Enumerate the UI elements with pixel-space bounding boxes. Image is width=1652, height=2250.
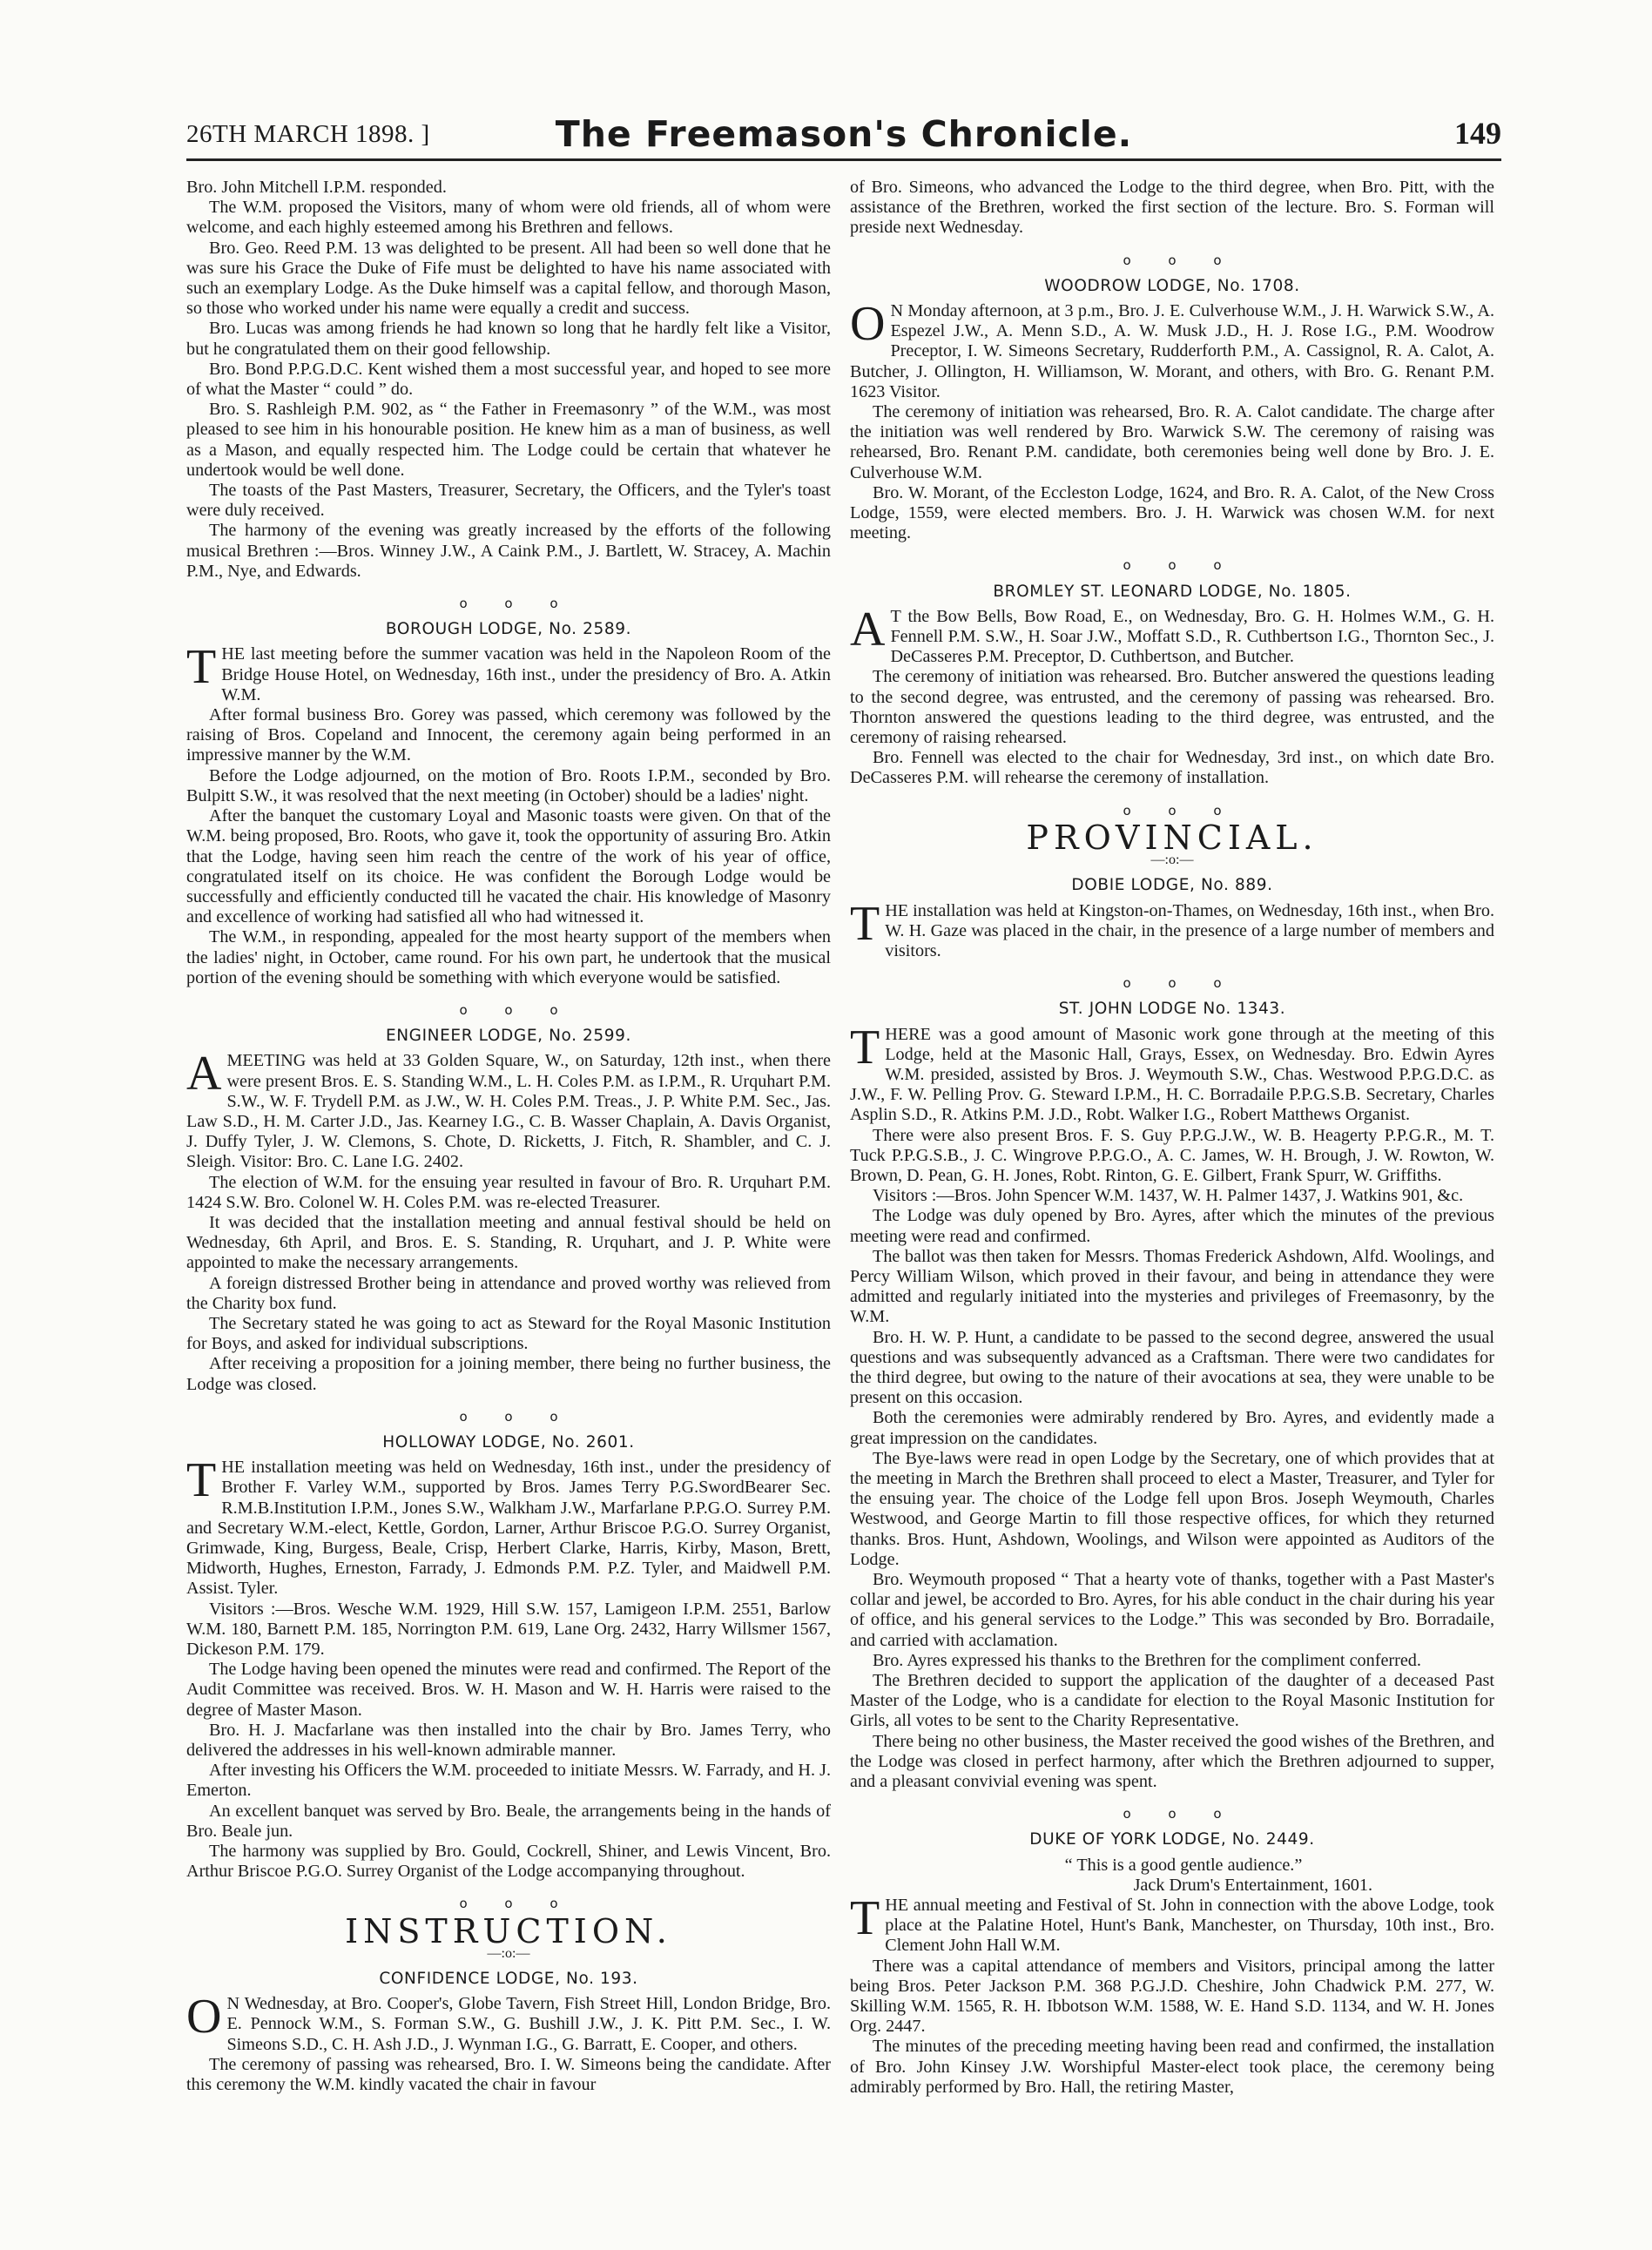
lead-paragraph: THE annual meeting and Festival of St. John in connection with the above Lodge, took place at the Palatine Hotel, Hunt's Bank, Manchester, on Thursday, 10th inst., Bro. Clement John Hall W.M. — [850, 1891, 1494, 1956]
paragraph: Bro. Fennell was elected to the chair for Wednesday, 3rd inst., on which date Bro. DeCasseres P.M. will rehearse the ceremony of installation. — [850, 748, 1494, 788]
section-title: PROVINCIAL. — [1026, 818, 1318, 857]
paragraph: The Lodge having been opened the minutes were read and confirmed. The Report of the Audit Committee was received. Bros. W. H. Mason and W. H. Harris were raised to the degree of Master Mason. — [186, 1660, 831, 1720]
right-column — [850, 178, 1494, 2098]
drop-cap: A — [850, 602, 886, 657]
section-separator: o o o — [1123, 975, 1222, 992]
drop-cap: T — [186, 640, 217, 695]
lead-paragraph: THE installation was held at Kingston-on-Thames, on Wednesday, 16th inst., when Bro. W. H. Gaze was placed in the chair, in the presence of a large number of members and visitors. — [850, 896, 1494, 960]
paragraph: The Lodge was duly opened by Bro. Ayres, after which the minutes of the previous meeting were read and confirmed. — [850, 1206, 1494, 1246]
paragraph: After receiving a proposition for a joining member, there being no further business, the Lodge was closed. — [186, 1354, 831, 1394]
masthead — [186, 115, 1501, 161]
paragraph: Bro. John Mitchell I.P.M. responded. — [186, 178, 447, 197]
lodge-heading: WOODROW LODGE, No. 1708. — [1044, 276, 1300, 295]
lodge-heading: CONFIDENCE LODGE, No. 193. — [379, 1970, 638, 1989]
section-separator: o o o — [1123, 252, 1222, 268]
paragraph: Bro. Bond P.P.G.D.C. Kent wished them a most successful year, and hoped to see more of what the Master “ could ” do. — [186, 359, 831, 400]
paragraph: Bro. Lucas was among friends he had known so long that he hardly felt like a Visitor, but he congratulated them on their good fellowship. — [186, 319, 831, 359]
paragraph: After formal business Bro. Gorey was passed, which ceremony was followed by the raising of Bros. Copeland and Innocent, the ceremony again being performed in an impressive manner by the W.M. — [186, 705, 831, 765]
lead-paragraph: THE last meeting before the summer vacation was held in the Napoleon Room of the Bridge House Hotel, on Wednesday, 16th inst., under the presidency of Bro. A. Atkin W.M. — [186, 640, 831, 704]
issue-date: 26TH MARCH 1898. ] — [186, 120, 430, 148]
paragraph: The harmony of the evening was greatly increased by the efforts of the following musical Brethren :—Bros. Winney J.W., A Caink P.M., J. Bartlett, W. Stracey, A. Machin P.M., Nye, and Edwards. — [186, 521, 831, 581]
lodge-heading: DUKE OF YORK LODGE, No. 2449. — [1029, 1830, 1315, 1849]
paragraph: The toasts of the Past Masters, Treasurer, Secretary, the Officers, and the Tyler's toast were duly received. — [186, 481, 831, 521]
drop-cap: O — [186, 1990, 222, 2045]
lead-paragraph: THERE was a good amount of Masonic work gone through at the meeting of this Lodge, held at the Masonic Hall, Grays, Essex, on Wednesday. Bro. Edwin Ayres W.M. presided, assisted by Bros. J. Weymouth S.W., Chas. Westwood P.P.G.D.C. as J.W., F. W. Pelling Prov. G. Steward I.P.M., H. C. Borradaile P.P.G.S.B. Secretary, Charles Asplin S.D., R. Atkins P.M. J.D., Robt. Walker I.G., Robert Matthews Organist. — [850, 1020, 1494, 1125]
paragraph: Both the ceremonies were admirably rendered by Bro. Ayres, and evidently made a great impression on the candidates. — [850, 1408, 1494, 1448]
paragraph: After investing his Officers the W.M. proceeded to initiate Messrs. W. Farrady, and H. J. Emerton. — [186, 1761, 831, 1801]
paragraph: There was a capital attendance of members and Visitors, principal among the latter being Bros. Peter Jackson P.M. 368 P.G.J.D. Cheshire, John Chadwick P.M. 277, W. Skilling W.M. 1565, R. H. Ibbotson W.M. 1588, W. E. Hand S.D. 1134, and W. H. Jones Org. 2447. — [850, 1956, 1494, 2037]
paragraph: It was decided that the installation meeting and annual festival should be held on Wednesday, 6th April, and Bros. E. S. Standing, R. Urquhart, and J. P. White were appointed to make the necessary arrangements. — [186, 1212, 831, 1273]
ornamental-rule: —:o:— — [1150, 852, 1194, 868]
lodge-heading: ENGINEER LODGE, No. 2599. — [385, 1027, 632, 1046]
paragraph: The Secretary stated he was going to act as Steward for the Royal Masonic Institution for Boys, and asked for individual subscriptions. — [186, 1313, 831, 1354]
lodge-heading: BROMLEY ST. LEONARD LODGE, No. 1805. — [993, 582, 1352, 601]
left-column — [186, 178, 831, 2095]
paragraph: Before the Lodge adjourned, on the motion of Bro. Roots I.P.M., seconded by Bro. Bulpitt S.W., it was resolved that the next meeting (in October) should be a ladies' night. — [186, 765, 831, 805]
lodge-heading: HOLLOWAY LODGE, No. 2601. — [382, 1432, 635, 1452]
page-number: 149 — [1454, 116, 1501, 151]
paragraph: The Bye-laws were read in open Lodge by the Secretary, one of which provides that at the meeting in March the Brethren shall proceed to elect a Master, Treasurer, and Tyler for the ensuing year. The choice of the Lodge fell upon Bros. Joseph Weymouth, Charles Westwood, and George Martin to fill those respective offices, for which they returned thanks. Bros. Hunt, Ashdown, Woolings, and Wilson were appointed as Auditors of the Lodge. — [850, 1448, 1494, 1569]
section-separator: o o o — [1123, 1806, 1222, 1822]
paragraph: Bro. H. J. Macfarlane was then installed into the chair by Bro. James Terry, who delivered the addresses in his well-known admirable manner. — [186, 1720, 831, 1761]
drop-cap: A — [186, 1047, 222, 1101]
lodge-heading: DOBIE LODGE, No. 889. — [1071, 876, 1273, 895]
lead-paragraph: O N Monday afternoon, at 3 p.m., Bro. J. E. Culverhouse W.M., J. H. Warwick S.W., A. Espezel J.W., A. Menn S.D., A. W. Musk J.D., H. J. Rose I.G., P.M. Woodrow Preceptor, I. W. Simeons Secretary, Rudderforth P.M., A. Cassignol, R. A. Calot, A. Butcher, J. Ollington, H. Williamson, W. Morant, and others, with Bro. G. Renant P.M. 1623 Visitor. — [850, 297, 1494, 401]
paragraph: The election of W.M. for the ensuing year resulted in favour of Bro. R. Urquhart P.M. 1424 S.W. Bro. Colonel W. H. Coles P.M. was re-elected Treasurer. — [186, 1172, 831, 1212]
section-separator: o o o — [459, 1408, 558, 1425]
drop-cap: O — [850, 297, 886, 352]
ornamental-rule: —:o:— — [487, 1945, 530, 1961]
paragraph: Bro. S. Rashleigh P.M. 902, as “ the Father in Freemasonry ” of the W.M., was most pleased to see him in his honourable position. He knew him as a man of business, as well as a Mason, and equally respected him. The Lodge could be certain that whatever he undertook would be well done. — [186, 400, 831, 480]
section-separator: o o o — [459, 1896, 558, 1912]
paragraph: There were also present Bros. F. S. Guy P.P.G.J.W., W. B. Heagerty P.P.G.R., M. T. Tuck P.P.G.S.B., J. C. Wingrove P.P.G.O., A. C. James, W. H. Brough, J. W. Rowton, W. Brown, D. Pean, G. H. Jones, Robt. Rinton, G. E. Gilbert, Frank Spurr, W. Griffiths. — [850, 1125, 1494, 1185]
paragraph: The ceremony of passing was rehearsed, Bro. I. W. Simeons being the candidate. After this ceremony the W.M. kindly vacated the chair in favour — [186, 2054, 831, 2095]
paragraph: There being no other business, the Master received the good wishes of the Brethren, and the Lodge was closed in perfect harmony, after which the Brethren adjourned to supper, and a pleasant convivial evening was spent. — [850, 1731, 1494, 1792]
epigraph-quote: “ This is a good gentle audience.” — [1064, 1855, 1303, 1875]
drop-cap: T — [850, 896, 880, 951]
paragraph: The Brethren decided to support the application of the daughter of a deceased Past Master of the Lodge, who is a candidate for election to the Royal Masonic Institution for Girls, all votes to be sent to the Charity Representative. — [850, 1671, 1494, 1731]
section-separator: o o o — [459, 596, 558, 612]
lodge-heading: ST. JOHN LODGE No. 1343. — [1058, 1000, 1286, 1019]
paragraph: A foreign distressed Brother being in attendance and proved worthy was relieved from the Charity box fund. — [186, 1273, 831, 1313]
paragraph: of Bro. Simeons, who advanced the Lodge to the third degree, when Bro. Pitt, with the assistance of the Brethren, worked the first section of the lecture. Bro. S. Forman will preside next Wednesday. — [850, 178, 1494, 238]
paragraph: Visitors :—Bros. John Spencer W.M. 1437, W. H. Palmer 1437, J. Watkins 901, &c. — [873, 1186, 1464, 1206]
paragraph: Bro. Ayres expressed his thanks to the Brethren for the compliment conferred. — [873, 1650, 1421, 1670]
paragraph: Bro. Weymouth proposed “ That a hearty vote of thanks, together with a Past Master's collar and jewel, be accorded to Bro. Ayres, for his able conduct in the chair during his year of office, and his general services to the Lodge.” This was seconded by Bro. Borradaile, and carried with acclamation. — [850, 1570, 1494, 1650]
lead-paragraph: THE installation meeting was held on Wednesday, 16th inst., under the presidency of Brother F. Varley W.M., supported by Bros. James Terry P.G.SwordBearer Sec. R.M.B.Institution I.P.M., Jones S.W., Walkham J.W., Marfarlane P.P.G.O. Surrey P.M. and Secretary W.M.-elect, Kettle, Gordon, Larner, Arthur Briscoe P.G.O. Surrey Organist, Grimwade, King, Burgess, Beale, Crisp, Herbert Clarke, Harris, Kirby, Mason, Brett, Midworth, Hughes, Erneston, Farrady, J. Edmonds P.M. P.Z. Tyler, and Maidwell P.M. Assist. Tyler. — [186, 1453, 831, 1599]
section-title: INSTRUCTION. — [345, 1911, 672, 1950]
drop-cap: T — [186, 1453, 217, 1508]
paragraph: After the banquet the customary Loyal and Masonic toasts were given. On that of the W.M. being proposed, Bro. Roots, who gave it, took the opportunity of assuring Bro. Atkin that the Lodge, having seen him reach the centre of the work of his year of office, congratulated itself on its choice. He was confident the Borough Lodge would be successfully and efficiently conducted till he vacated the chair. His knowledge of Masonry and excellence of working had satisfied all who had witnessed it. — [186, 806, 831, 927]
lodge-heading: BOROUGH LODGE, No. 2589. — [385, 620, 632, 639]
epigraph-attribution: Jack Drum's Entertainment, 1601. — [1133, 1875, 1372, 1895]
drop-cap: T — [850, 1891, 880, 1946]
drop-cap: T — [850, 1020, 880, 1074]
section-separator: o o o — [1123, 802, 1222, 818]
paragraph: Bro. H. W. P. Hunt, a candidate to be passed to the second degree, answered the usual questions and was subsequently advanced as a Craftsman. There were two candidates for the third degree, but owing to the nature of their avocations at sea, they were unable to be present on this occasion. — [850, 1327, 1494, 1408]
lead-paragraph: O N Wednesday, at Bro. Cooper's, Globe Tavern, Fish Street Hill, London Bridge, Bro. E. Pennock W.M., S. Forman S.W., G. Bushill J.W., J. K. Pitt P.M. Sec., I. W. Simeons S.D., C. H. Ash J.D., J. Wynman I.G., G. Barratt, E. Cooper, and others. — [186, 1990, 831, 2054]
paragraph: The ballot was then taken for Messrs. Thomas Frederick Ashdown, Alfd. Woolings, and Percy William Wilson, which proved in their favour, and being in attendance they were admitted and regularly initiated into the mysteries and privileges of Freemasonry, by the W.M. — [850, 1246, 1494, 1327]
paragraph: The ceremony of initiation was rehearsed. Bro. Butcher answered the questions leading to the second degree, was entrusted, and the ceremony of passing was rehearsed. Bro. Thornton answered the questions leading to the third degree, was entrusted, and the ceremony of raising rehearsed. — [850, 667, 1494, 748]
paragraph: The W.M., in responding, appealed for the most hearty support of the members when the ladies' night, in October, came round. For his own part, he undertook that the musical portion of the evening should be something with which everyone would be satisfied. — [186, 927, 831, 987]
paragraph: The minutes of the preceding meeting having been read and confirmed, the installation of Bro. John Kinsey J.W. Worshipful Master-elect took place, the ceremony being admirably performed by Bro. Hall, the retiring Master, — [850, 2037, 1494, 2097]
paragraph: Bro. Geo. Reed P.M. 13 was delighted to be present. All had been so well done that he was sure his Grace the Duke of Fife must be delighted to have his name associated with such an exemplary Lodge. As the Duke himself was a capital fellow, and thorough Mason, so those who worked under his name were equally a credit and success. — [186, 238, 831, 319]
paragraph: The W.M. proposed the Visitors, many of whom were old friends, all of whom were welcome, and each highly esteemed among his Brethren and fellows. — [186, 198, 831, 238]
paragraph: Bro. W. Morant, of the Eccleston Lodge, 1624, and Bro. R. A. Calot, of the New Cross Lodge, 1559, were elected members. Bro. J. H. Warwick was chosen W.M. for next meeting. — [850, 482, 1494, 543]
paragraph: An excellent banquet was served by Bro. Beale, the arrangements being in the hands of Bro. Beale jun. — [186, 1801, 831, 1841]
paragraph: The harmony was supplied by Bro. Gould, Cockrell, Shiner, and Lewis Vincent, Bro. Arthur Briscoe P.G.O. Surrey Organist of the Lodge accompanying throughout. — [186, 1842, 831, 1882]
newspaper-title: The Freemason's Chronicle. — [555, 113, 1133, 155]
paragraph: Visitors :—Bros. Wesche W.M. 1929, Hill S.W. 157, Lamigeon I.P.M. 2551, Barlow W.M. 180, Barnett P.M. 185, Norrington P.M. 619, Lane Org. 2432, Harry Willsmer 1567, Dickeson P.M. 179. — [186, 1599, 831, 1660]
paragraph: The ceremony of initiation was rehearsed, Bro. R. A. Calot candidate. The charge after the initiation was well rendered by Bro. Warwick S.W. The ceremony of raising was rehearsed, Bro. Renant P.M. candidate, both ceremonies being well done by Bro. J. E. Culverhouse W.M. — [850, 402, 1494, 482]
section-separator: o o o — [459, 1001, 558, 1018]
lead-paragraph: A T the Bow Bells, Bow Road, E., on Wednesday, Bro. G. H. Holmes W.M., G. H. Fennell P.M. S.W., H. Soar J.W., Moffatt S.D., R. Cuthbertson I.G., Thornton Sec., J. DeCasseres P.M. Preceptor, D. Cuthbertson, and Butcher. — [850, 602, 1494, 667]
section-separator: o o o — [1123, 557, 1222, 574]
lead-paragraph: AMEETING was held at 33 Golden Square, W., on Saturday, 12th inst., when there were present Bros. E. S. Standing W.M., L. H. Coles P.M. as I.P.M., R. Urquhart P.M. S.W., W. F. Trydell P.M. as J.W., W. H. Coles P.M. Treas., J. P. White P.M. Sec., Jas. Law S.D., H. M. Carter J.D., Jas. Kearney I.G., C. B. Wasser Chaplain, A. Davis Organist, J. Duffy Tyler, J. W. Clemons, S. Chote, D. Ricketts, J. Fitch, R. Shambler, and C. J. Sleigh. Visitor: Bro. C. Lane I.G. 2402. — [186, 1047, 831, 1172]
